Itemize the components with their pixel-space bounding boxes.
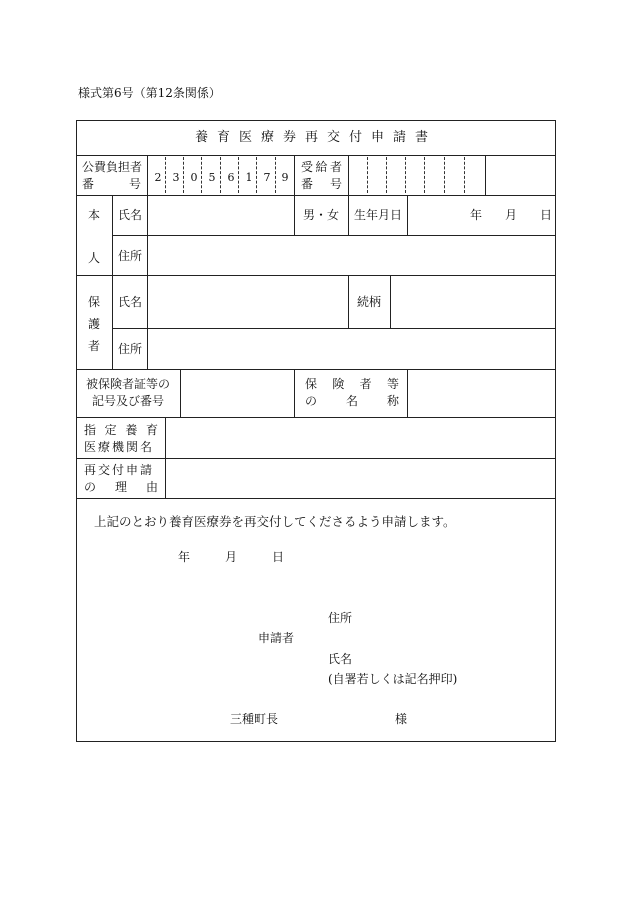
addressee-honorific: 様 — [395, 712, 408, 726]
form-number: 様式第6号（第12条関係） — [78, 86, 221, 100]
code-digit: 5 — [208, 171, 216, 184]
institution-label: 指 定 養 育 — [84, 423, 158, 437]
rule — [294, 369, 295, 417]
institution-label-2: 医療機関名 — [84, 440, 155, 454]
rule — [147, 155, 148, 195]
code-digit: 2 — [154, 171, 162, 184]
digit-divider — [405, 157, 406, 193]
rule — [348, 155, 349, 195]
dob-label: 生年月日 — [354, 208, 403, 222]
insurer-name-label: 保 険 者 等 — [305, 377, 399, 391]
rule — [76, 417, 556, 418]
digit-divider — [275, 157, 276, 193]
dob-month: 月 — [505, 208, 518, 222]
digit-divider — [464, 157, 465, 193]
rule — [407, 369, 408, 417]
digit-divider — [238, 157, 239, 193]
rule — [76, 498, 556, 499]
code-digit: 7 — [263, 171, 271, 184]
digit-divider — [220, 157, 221, 193]
digit-divider — [165, 157, 166, 193]
rule — [294, 155, 295, 195]
guardian-label-3: 者 — [88, 339, 101, 353]
person-label-bottom: 人 — [88, 251, 101, 265]
rule — [76, 458, 556, 459]
rule — [407, 195, 408, 235]
beneficiary-label-2: 番 号 — [301, 177, 342, 191]
date-month: 月 — [225, 550, 238, 564]
code-digit: 0 — [190, 171, 198, 184]
dob-day: 日 — [540, 208, 553, 222]
digit-divider — [183, 157, 184, 193]
statement-text: 上記のとおり養育医療券を再交付してくださるよう申請します。 — [94, 514, 456, 529]
guardian-address-label: 住所 — [118, 342, 143, 356]
beneficiary-label: 受 給 者 — [301, 160, 342, 174]
guardian-name-label: 氏名 — [118, 295, 143, 309]
insurer-name-label-2: の 名 称 — [305, 394, 399, 408]
code-digit: 1 — [245, 171, 253, 184]
applicant-label: 申請者 — [258, 631, 295, 645]
applicant-address-label: 住所 — [328, 611, 353, 625]
dob-year: 年 — [470, 208, 483, 222]
guardian-label-1: 保 — [88, 295, 101, 309]
rule — [112, 328, 556, 329]
insurance-number-label: 被保険者証等の — [86, 377, 171, 391]
rule — [165, 417, 166, 498]
person-name-label: 氏名 — [118, 208, 143, 222]
date-day: 日 — [272, 550, 285, 564]
digit-divider — [444, 157, 445, 193]
digit-divider — [367, 157, 368, 193]
reason-label-2: の 理 由 — [84, 480, 158, 494]
person-label-top: 本 — [88, 208, 101, 222]
reason-label: 再交付申請 — [84, 463, 155, 477]
rule — [76, 155, 556, 156]
form-title: 養育医療券再交付申請書 — [194, 130, 437, 145]
rule — [147, 195, 148, 369]
sex-label: 男・女 — [303, 208, 340, 222]
rule — [76, 369, 556, 370]
rule — [390, 275, 391, 328]
relation-label: 続柄 — [357, 295, 382, 309]
code-digit: 6 — [227, 171, 235, 184]
rule — [112, 235, 556, 236]
signature-note: (自署若しくは記名押印) — [328, 672, 458, 686]
guardian-label-2: 護 — [88, 317, 101, 331]
rule — [112, 195, 113, 369]
code-digit: 9 — [281, 171, 289, 184]
rule — [485, 155, 486, 195]
date-year: 年 — [178, 550, 191, 564]
rule — [180, 369, 181, 417]
digit-divider — [386, 157, 387, 193]
applicant-name-label: 氏名 — [328, 652, 353, 666]
rule — [294, 195, 295, 235]
person-address-label: 住所 — [118, 249, 143, 263]
digit-divider — [201, 157, 202, 193]
digit-divider — [424, 157, 425, 193]
rule — [76, 195, 556, 196]
addressee-mayor: 三種町長 — [230, 712, 279, 726]
recipient-code-label-2: 番 号 — [82, 177, 141, 191]
digit-divider — [256, 157, 257, 193]
rule — [348, 275, 349, 328]
rule — [76, 275, 556, 276]
code-digit: 3 — [172, 171, 180, 184]
rule — [348, 195, 349, 235]
insurance-number-label-2: 記号及び番号 — [92, 394, 165, 408]
recipient-code-label: 公費負担者 — [82, 160, 143, 174]
